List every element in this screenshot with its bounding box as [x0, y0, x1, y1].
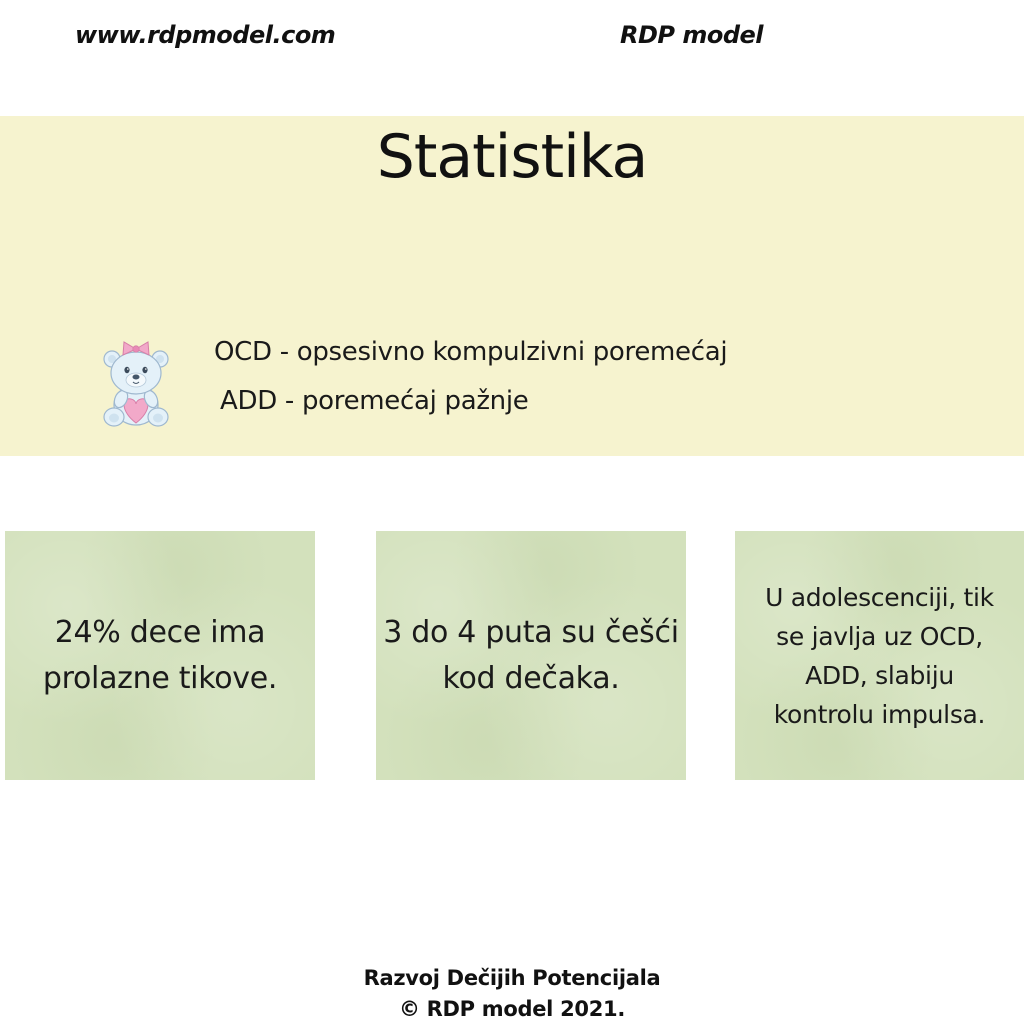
stat-card-adolescence [735, 531, 1024, 780]
stat-card-text: 24% dece ima prolazne tikove. [42, 614, 278, 696]
site-url[interactable]: www.rdpmodel.com [75, 21, 336, 49]
stat-card-tics [5, 531, 315, 780]
footer-tagline: Razvoj Dečijih Potencijala [363, 966, 661, 990]
page-title: Statistika [376, 122, 648, 192]
stat-card-boys [376, 531, 686, 780]
teddy-bear-icon [96, 333, 176, 431]
legend-add: ADD - poremećaj pažnje [220, 386, 529, 416]
legend-ocd: OCD - opsesivno kompulzivni poremećaj [214, 337, 728, 367]
stat-card-text: 3 do 4 puta su češći kod dečaka. [383, 614, 679, 696]
brand-name: RDP model [620, 21, 764, 49]
stat-card-text: U adolescenciji, tik se javlja uz OCD, ADD, slabiju kontrolu impulsa. [765, 582, 994, 729]
footer-copyright: © RDP model 2021. [398, 997, 626, 1021]
